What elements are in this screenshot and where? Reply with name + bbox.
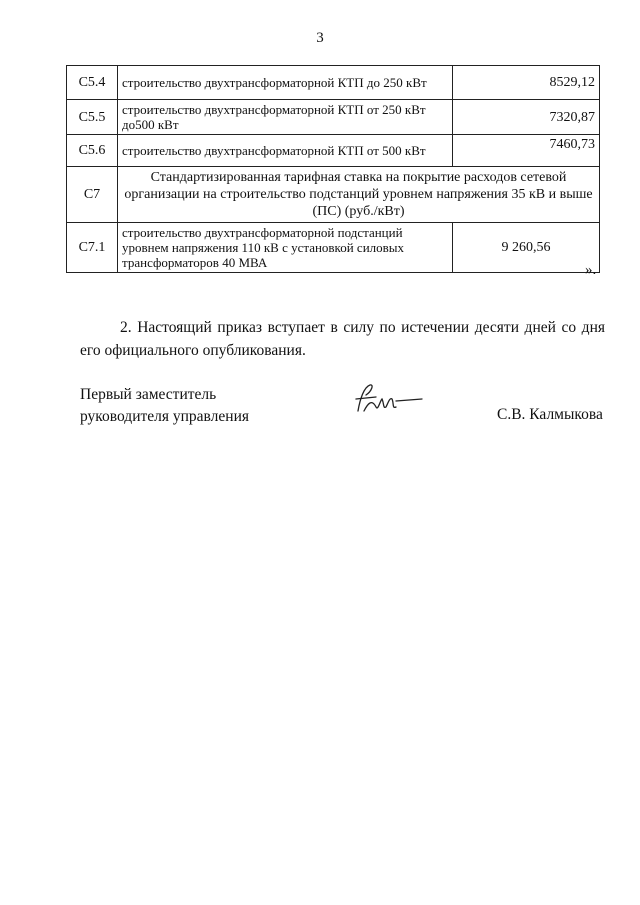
signer-name: С.В. Калмыкова	[497, 406, 603, 423]
table-row	[67, 135, 600, 167]
row-code: С7.1	[67, 223, 118, 273]
row-value: 7320,87	[453, 100, 600, 135]
signer-title-line: Первый заместитель	[80, 386, 217, 403]
signer-title	[80, 384, 249, 428]
table-row	[67, 223, 600, 273]
row-value: 8529,12	[453, 66, 600, 100]
closing-quote: ».	[585, 262, 597, 278]
row-description: строительство двухтрансформаторной подстанций уровнем напряжения 110 кВ с установкой силовых трансформаторов 40 МВА	[118, 223, 453, 273]
table-row	[67, 100, 600, 135]
row-description: строительство двухтрансформаторной КТП от 500 кВт	[118, 135, 453, 167]
section-code: С7	[67, 167, 118, 223]
row-description: строительство двухтрансформаторной КТП от 250 кВт до500 кВт	[118, 100, 453, 135]
section-title: Стандартизированная тарифная ставка на покрытие расходов сетевой организации на строительство подстанций уровнем напряжения 35 кВ и выше (ПС) (руб./кВт)	[118, 167, 600, 223]
table-section-row	[67, 167, 600, 223]
row-code: С5.6	[67, 135, 118, 167]
handwritten-signature-icon	[350, 381, 425, 421]
row-description: строительство двухтрансформаторной КТП до 250 кВт	[118, 66, 453, 100]
table-row	[67, 66, 600, 100]
tariff-table	[66, 65, 600, 273]
signer-title-line: руководителя управления	[80, 408, 250, 425]
page-number: 3	[316, 30, 324, 46]
row-value: 9 260,56	[453, 223, 600, 273]
row-code: С5.4	[67, 66, 118, 100]
row-code: С5.5	[67, 100, 118, 135]
row-value: 7460,73	[453, 135, 600, 167]
paragraph-effective-date: 2. Настоящий приказ вступает в силу по истечении десяти дней со дня его официального опубликования.	[80, 319, 605, 359]
